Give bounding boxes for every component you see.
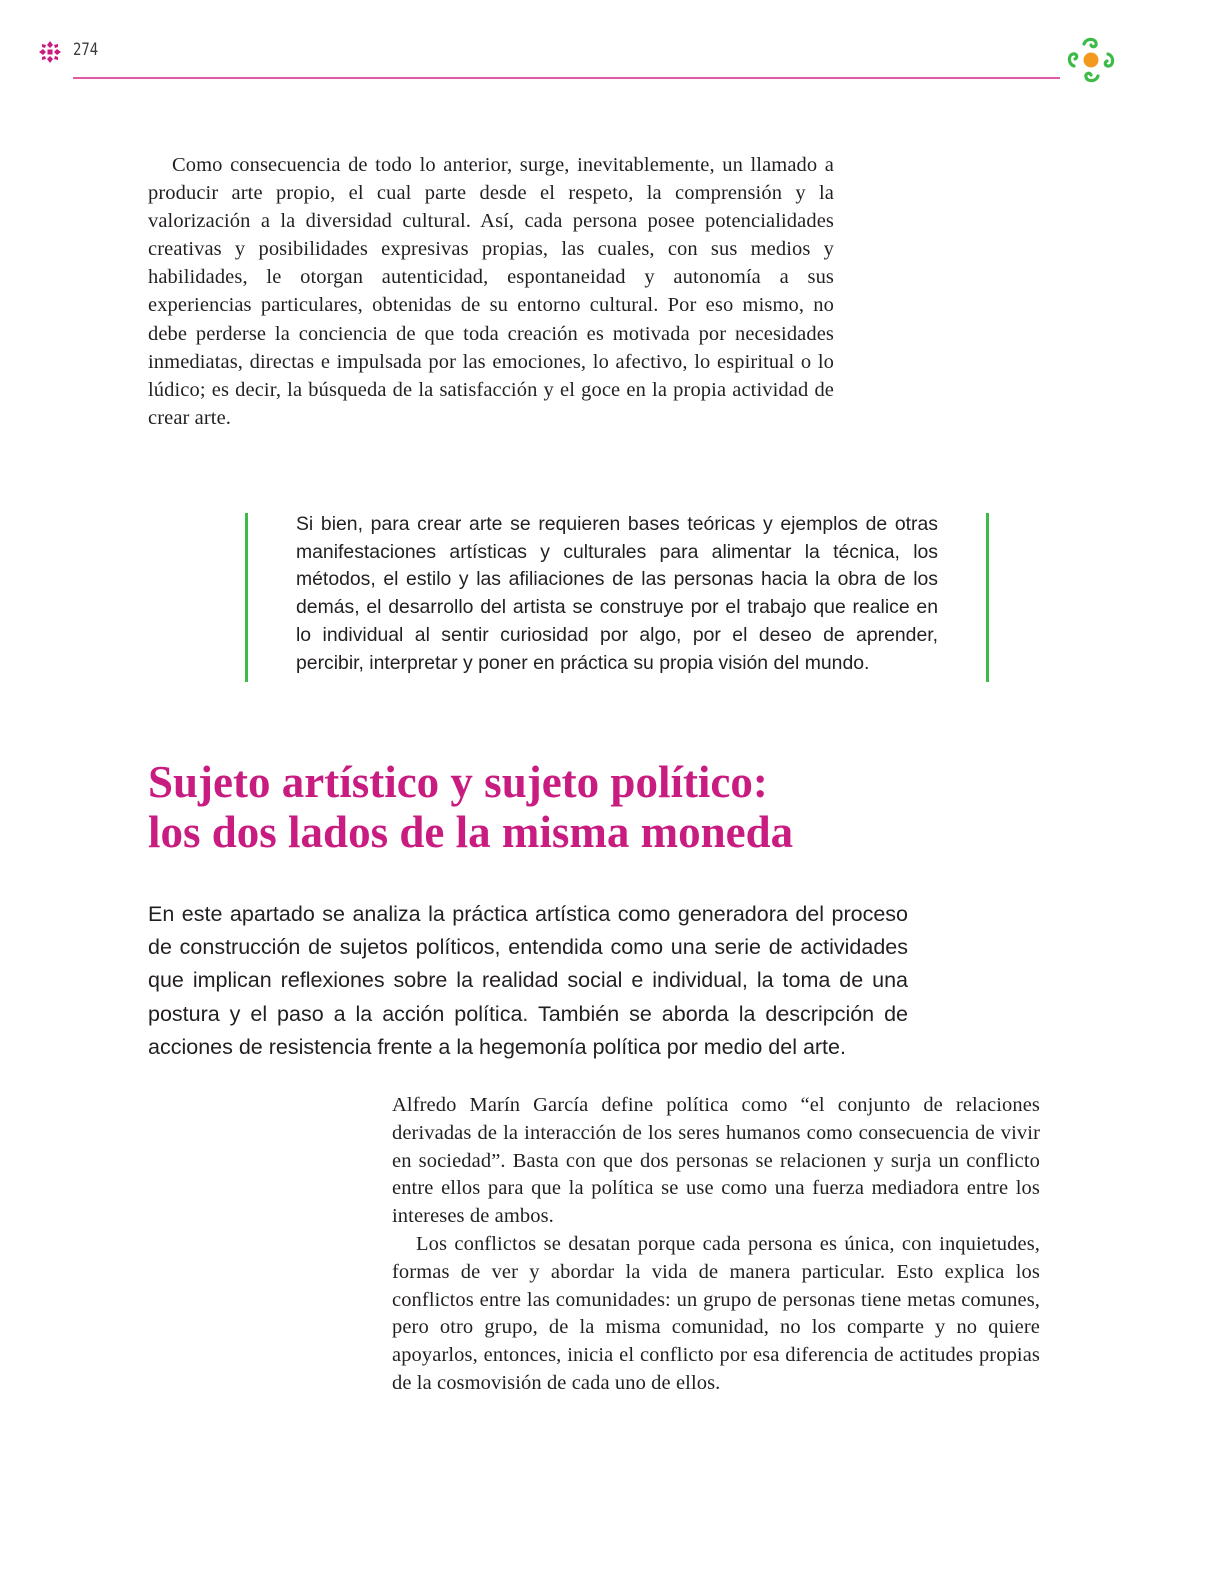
body-paragraph-1: Como consecuencia de todo lo anterior, surge, inevitablemente, un llamado a producir arte propio, el cual parte desde el respeto, la comprensión y la valorización a la diversidad cultural. Así, cada persona posee potencialidades creativas y posibilidades expresivas propias, las cuales, con sus medios y habilidades, le otorgan autenticidad, espontaneidad y autonomía a sus experiencias particulares, obtenidas de su entorno cultural. Por eso mismo, no debe perderse la conciencia de que toda creación es motivada por necesidades inmediatas, directas e impulsada por las emociones, lo afectivo, lo espiritual o lo lúdico; es decir, la búsqueda de la satisfacción y el goce en la propia actividad de crear arte. <box>148 154 834 429</box>
quote-bar-right <box>986 513 989 682</box>
section-title <box>148 757 1048 857</box>
section-intro: En este apartado se analiza la práctica artística como generadora del proceso de construcción de sujetos políticos, entendida como una serie de actividades que implican reflexiones sobre la realidad social e individual, la toma de una postura y el paso a la acción política. También se aborda la descripción de acciones de resistencia frente a la hegemonía política por medio del arte. <box>148 902 908 1059</box>
section-title-line-2: los dos lados de la misma moneda <box>148 807 794 857</box>
pull-quote: Si bien, para crear arte se requieren bases teóricas y ejemplos de otras manifestaciones artísticas y culturales para alimentar la técnica, los métodos, el estilo y las afiliaciones de las personas hacia la obra de los demás, el desarrollo del artista se construye por el trabajo que realice en lo individual al sentir curiosidad por algo, por el deseo de aprender, percibir, interpretar y poner en práctica su propia visión del mundo. <box>296 513 938 674</box>
section-title-line-1: Sujeto artístico y sujeto político: <box>148 757 768 807</box>
page-number: 274 <box>73 40 99 60</box>
quote-bar-left <box>245 513 248 682</box>
swirl-ornament-icon <box>1064 34 1118 88</box>
body-paragraph-2: Alfredo Marín García define política como “el conjunto de relaciones derivadas de la interacción de los seres humanos como consecuencia de vivir en sociedad”. Basta con que dos personas se relacionen y surja un conflicto entre ellos para que la política se use como una fuerza mediadora entre los intereses de ambos. <box>392 1094 1040 1228</box>
flower-logo-icon <box>37 39 63 65</box>
body-paragraph-3: Los conflictos se desatan porque cada persona es única, con inquietudes, formas de ver y abordar la vida de manera particular. Esto explica los conflictos entre las comunidades: un grupo de personas tiene metas comunes, pero otro grupo, de la misma comunidad, no los comparte y no quiere apoyarlos, entonces, inicia el conflicto por esa diferencia de actitudes propias de la cosmovisión de cada uno de ellos. <box>392 1233 1040 1394</box>
header-rule <box>73 77 1060 79</box>
